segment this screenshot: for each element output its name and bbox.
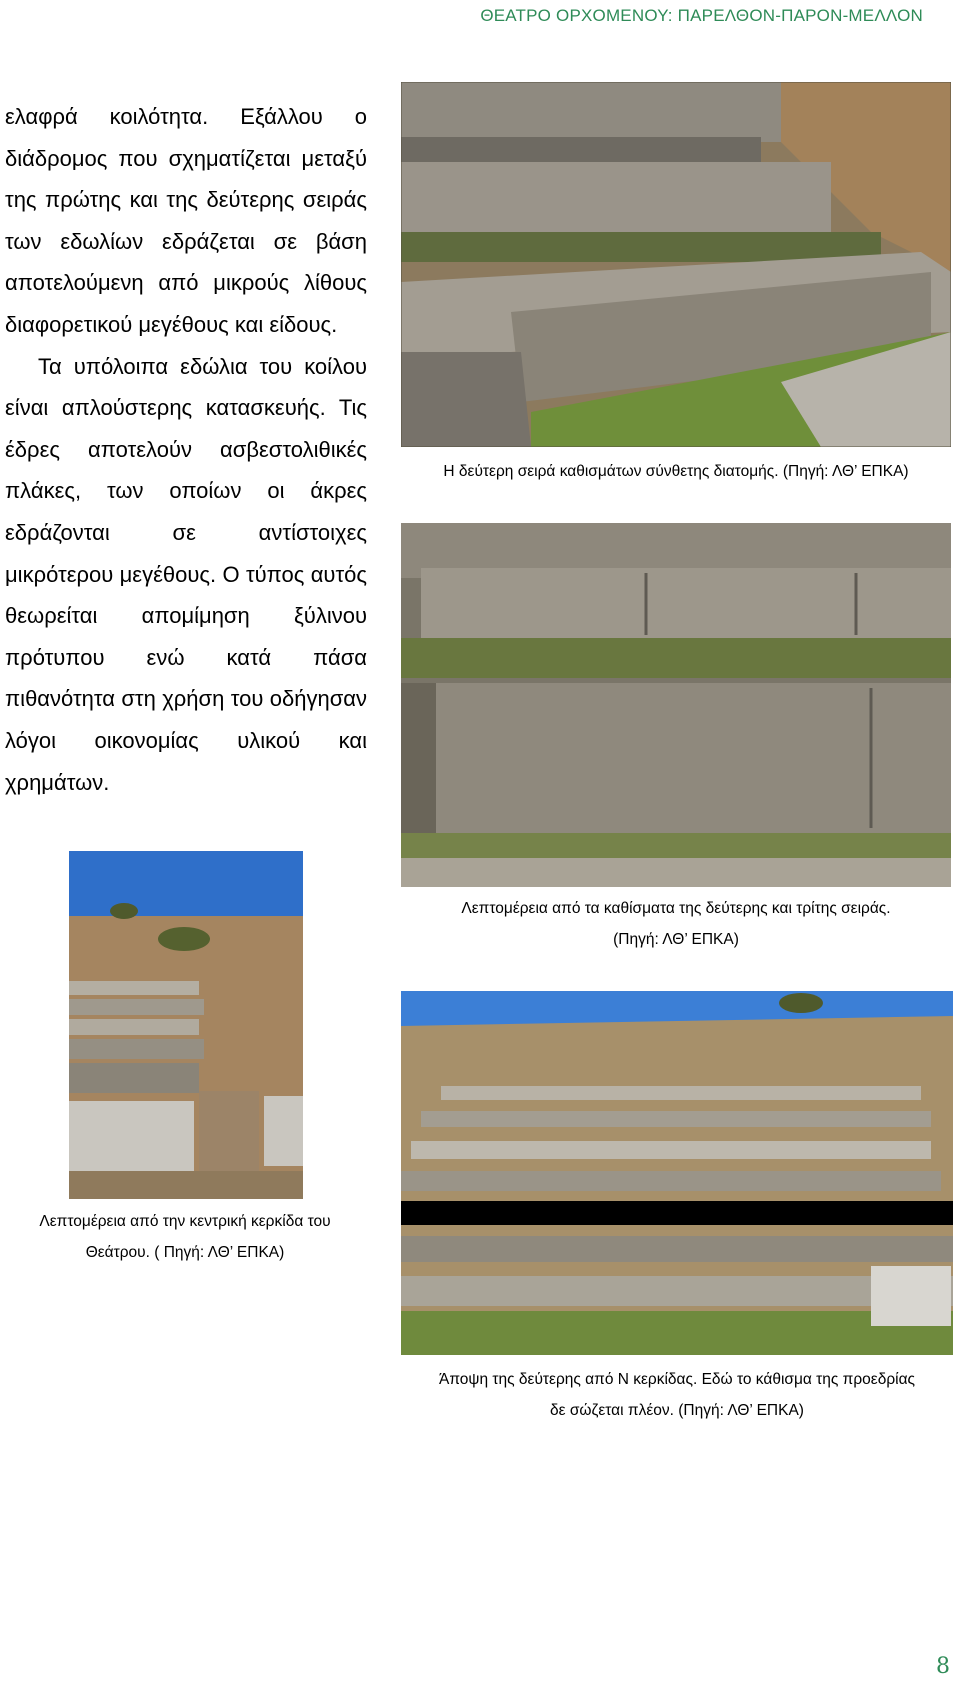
caption-fig3-line2: Θεάτρου. ( Πηγή: ΛΘ’ ΕΠΚΑ) [85, 1244, 285, 1261]
paragraph-1: ελαφρά κοιλότητα. Εξάλλου ο διάδρομος που σχηματίζεται μεταξύ της πρώτης και της δεύτερης σειράς των εδωλίων εδράζεται σε βάση αποτελούμενη από μικρούς λίθους διαφορετικού μεγέθους και είδους. [5, 104, 367, 337]
photo-central-kerkis [69, 851, 303, 1199]
caption-fig3-line1: Λεπτομέρεια από την κεντρική κερκίδα του [39, 1213, 331, 1230]
caption-fig3 [0, 1206, 370, 1268]
caption-fig4-line1: Άποψη της δεύτερης από Ν κερκίδας. Εδώ το κάθισμα της προεδρίας [438, 1371, 916, 1388]
running-header: ΘΕΑΤΡΟ ΟΡΧΟΜΕΝΟΥ: ΠΑΡΕΛΘΟΝ-ΠΑΡΟΝ-ΜΕΛΛΟΝ [480, 6, 923, 25]
photo-second-kerkis-view [401, 991, 953, 1355]
body-text [5, 96, 367, 803]
caption-fig4 [401, 1364, 953, 1426]
paragraph-2: Τα υπόλοιπα εδώλια του κοίλου είναι απλούστερης κατασκευής. Τις έδρες αποτελούν ασβεστολιθικές πλάκες, των οποίων οι άκρες εδράζονται σε αντίστοιχες μικρότερου μεγέθους. Ο τύπος αυτός θεωρείται απομίμηση ξύλινου πρότυπου ενώ κατά πάσα πιθανότητα στη χρήση του οδήγησαν λόγοι οικονομίας υλικού και χρημάτων. [5, 353, 367, 795]
photo-second-row-seats [401, 82, 951, 447]
caption-fig2 [401, 893, 951, 955]
photo-rows-detail [401, 523, 951, 887]
caption-fig2-line1: Λεπτομέρεια από τα καθίσματα της δεύτερης και τρίτης σειράς. [461, 900, 891, 917]
page-number: 8 [936, 1654, 950, 1679]
caption-fig2-line2: (Πηγή: ΛΘ’ ΕΠΚΑ) [613, 931, 739, 948]
caption-fig4-line2: δε σώζεται πλέον. (Πηγή: ΛΘ’ ΕΠΚΑ) [550, 1402, 804, 1419]
caption-fig1: Η δεύτερη σειρά καθισμάτων σύνθετης διατομής. (Πηγή: ΛΘ’ ΕΠΚΑ) [443, 463, 909, 480]
